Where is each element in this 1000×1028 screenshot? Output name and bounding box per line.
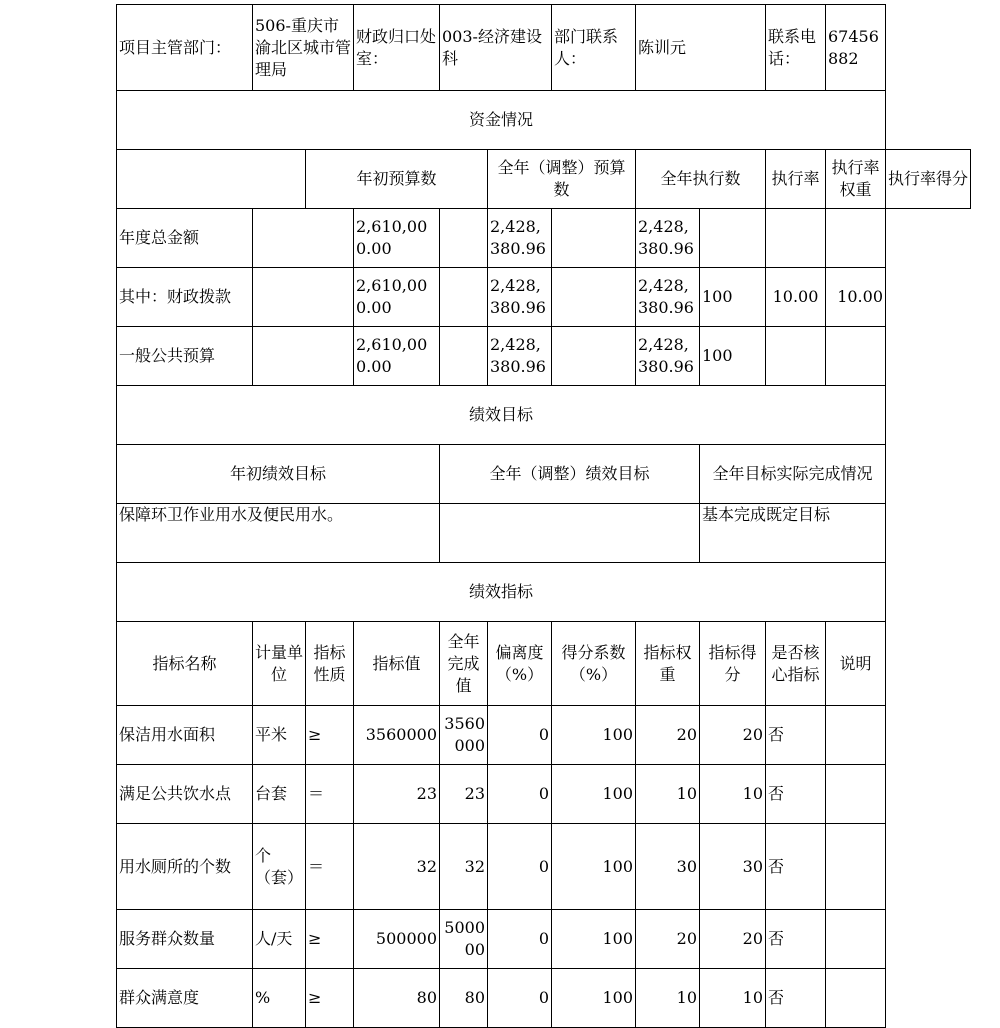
ind-deviation: 0: [488, 706, 552, 765]
ind-target: 500000: [354, 910, 440, 969]
ind-target: 32: [354, 824, 440, 910]
ind-core: 否: [766, 824, 826, 910]
funds-row-weight: [766, 209, 826, 268]
funds-col-score: 执行率得分: [886, 150, 971, 209]
indicator-row: [117, 910, 971, 969]
funds-empty-cell: [440, 268, 488, 327]
funds-header-row: [117, 150, 971, 209]
ind-unit: 台套: [253, 765, 306, 824]
funds-row: [117, 327, 971, 386]
funds-row-score: [826, 209, 886, 268]
funds-row-initial: 2,610,000.00: [354, 327, 440, 386]
ind-unit: 个（套）: [253, 824, 306, 910]
ind-deviation: 0: [488, 824, 552, 910]
goals-col-adjusted: 全年（调整）绩效目标: [440, 445, 700, 504]
ind-col-complete: 全年完成值: [440, 622, 488, 706]
ind-weight: 20: [636, 706, 700, 765]
ind-col-coef: 得分系数（%）: [552, 622, 636, 706]
funds-empty-cell: [552, 327, 636, 386]
indicators-header-row: [117, 622, 971, 706]
ind-core: 否: [766, 706, 826, 765]
indicator-row: [117, 765, 971, 824]
funds-empty-cell: [253, 209, 354, 268]
indicator-row: [117, 824, 971, 910]
ind-score: 10: [700, 765, 766, 824]
funds-title-row: [117, 91, 971, 150]
ind-note: [826, 824, 886, 910]
ind-complete: 500000: [440, 910, 488, 969]
ind-nature: ≥: [306, 706, 354, 765]
funds-row-label: 其中：财政拨款: [117, 268, 253, 327]
ind-coef: 100: [552, 824, 636, 910]
ind-weight: 30: [636, 824, 700, 910]
ind-coef: 100: [552, 765, 636, 824]
ind-name: 保洁用水面积: [117, 706, 253, 765]
ind-deviation: 0: [488, 910, 552, 969]
ind-nature: ≥: [306, 910, 354, 969]
ind-nature: ＝: [306, 824, 354, 910]
ind-core: 否: [766, 765, 826, 824]
ind-score: 10: [700, 969, 766, 1028]
funds-empty-cell: [253, 327, 354, 386]
funds-row-score: 10.00: [826, 268, 886, 327]
phone-value: 67456882: [826, 5, 886, 91]
ind-score: 30: [700, 824, 766, 910]
funds-row-adjusted: 2,428,380.96: [488, 268, 552, 327]
ind-complete: 23: [440, 765, 488, 824]
ind-col-target: 指标值: [354, 622, 440, 706]
ind-col-nature: 指标性质: [306, 622, 354, 706]
funds-row-initial: 2,610,000.00: [354, 268, 440, 327]
funds-row-label: 一般公共预算: [117, 327, 253, 386]
ind-weight: 10: [636, 969, 700, 1028]
funds-row-adjusted: 2,428,380.96: [488, 209, 552, 268]
indicator-row: [117, 969, 971, 1028]
ind-nature: ＝: [306, 765, 354, 824]
ind-col-name: 指标名称: [117, 622, 253, 706]
goals-content-row: [117, 504, 971, 563]
finance-label: 财政归口处室：: [354, 5, 440, 91]
ind-col-deviation: 偏离度（%）: [488, 622, 552, 706]
funds-row-weight: 10.00: [766, 268, 826, 327]
phone-label: 联系电话：: [766, 5, 826, 91]
ind-coef: 100: [552, 910, 636, 969]
ind-core: 否: [766, 910, 826, 969]
goals-initial-text: 保障环卫作业用水及便民用水。: [117, 504, 440, 563]
ind-deviation: 0: [488, 969, 552, 1028]
indicators-title-row: [117, 563, 971, 622]
funds-row-adjusted: 2,428,380.96: [488, 327, 552, 386]
goals-title-row: [117, 386, 971, 445]
ind-note: [826, 969, 886, 1028]
ind-weight: 20: [636, 910, 700, 969]
funds-row-executed: 2,428,380.96: [636, 327, 700, 386]
funds-header-blank: [117, 150, 306, 209]
ind-unit: 平米: [253, 706, 306, 765]
dept-label: 项目主管部门：: [117, 5, 253, 91]
finance-value: 003-经济建设科: [440, 5, 552, 91]
funds-row-weight: [766, 327, 826, 386]
ind-complete: 80: [440, 969, 488, 1028]
ind-col-note: 说明: [826, 622, 886, 706]
goals-col-actual: 全年目标实际完成情况: [700, 445, 886, 504]
funds-section-title: 资金情况: [117, 91, 886, 150]
ind-name: 服务群众数量: [117, 910, 253, 969]
goals-section-title: 绩效目标: [117, 386, 886, 445]
funds-col-rate: 执行率: [766, 150, 826, 209]
funds-row-rate: 100: [700, 268, 766, 327]
indicator-row: [117, 706, 971, 765]
funds-col-adjusted: 全年（调整）预算数: [488, 150, 636, 209]
ind-coef: 100: [552, 969, 636, 1028]
ind-nature: ≥: [306, 969, 354, 1028]
funds-row-executed: 2,428,380.96: [636, 268, 700, 327]
funds-empty-cell: [253, 268, 354, 327]
funds-row-score: [826, 327, 886, 386]
funds-col-initial: 年初预算数: [306, 150, 488, 209]
ind-note: [826, 706, 886, 765]
indicators-section-title: 绩效指标: [117, 563, 886, 622]
funds-empty-cell: [440, 327, 488, 386]
ind-col-weight: 指标权重: [636, 622, 700, 706]
goals-col-initial: 年初绩效目标: [117, 445, 440, 504]
ind-note: [826, 765, 886, 824]
ind-col-unit: 计量单位: [253, 622, 306, 706]
funds-empty-cell: [552, 268, 636, 327]
funds-row: [117, 268, 971, 327]
ind-col-core: 是否核心指标: [766, 622, 826, 706]
funds-col-executed: 全年执行数: [636, 150, 766, 209]
ind-target: 23: [354, 765, 440, 824]
ind-score: 20: [700, 910, 766, 969]
funds-row-rate: [700, 209, 766, 268]
ind-deviation: 0: [488, 765, 552, 824]
ind-target: 80: [354, 969, 440, 1028]
ind-target: 3560000: [354, 706, 440, 765]
ind-complete: 32: [440, 824, 488, 910]
goals-adjusted-text: [440, 504, 700, 563]
ind-unit: 人/天: [253, 910, 306, 969]
ind-name: 用水厕所的个数: [117, 824, 253, 910]
contact-label: 部门联系人：: [552, 5, 636, 91]
funds-empty-cell: [440, 209, 488, 268]
funds-row: [117, 209, 971, 268]
ind-unit: %: [253, 969, 306, 1028]
funds-row-label: 年度总金额: [117, 209, 253, 268]
funds-row-rate: 100: [700, 327, 766, 386]
ind-name: 群众满意度: [117, 969, 253, 1028]
funds-row-initial: 2,610,000.00: [354, 209, 440, 268]
funds-empty-cell: [552, 209, 636, 268]
ind-weight: 10: [636, 765, 700, 824]
ind-complete: 3560000: [440, 706, 488, 765]
ind-core: 否: [766, 969, 826, 1028]
contact-value: 陈训元: [636, 5, 766, 91]
goals-header-row: [117, 445, 971, 504]
performance-table: [116, 4, 971, 1028]
goals-actual-text: 基本完成既定目标: [700, 504, 886, 563]
ind-score: 20: [700, 706, 766, 765]
header-row: [117, 5, 971, 91]
ind-name: 满足公共饮水点: [117, 765, 253, 824]
ind-coef: 100: [552, 706, 636, 765]
funds-row-executed: 2,428,380.96: [636, 209, 700, 268]
ind-note: [826, 910, 886, 969]
dept-value: 506-重庆市渝北区城市管理局: [253, 5, 354, 91]
ind-col-score: 指标得分: [700, 622, 766, 706]
funds-col-weight: 执行率权重: [826, 150, 886, 209]
